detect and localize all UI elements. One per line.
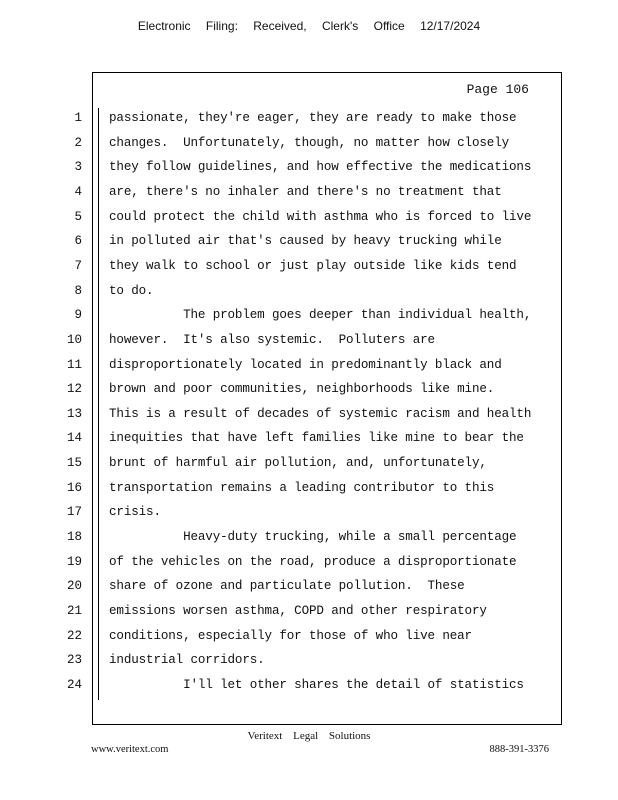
transcript-line: brown and poor communities, neighborhoods like mine.	[109, 382, 495, 397]
transcript-line: industrial corridors.	[109, 653, 265, 668]
header-received: Received,	[253, 19, 307, 33]
transcript-line: I'll let other shares the detail of statistics	[109, 677, 524, 692]
line-number: 10	[66, 332, 82, 347]
transcript-line: however. It's also systemic. Polluters are	[109, 332, 435, 347]
transcript-line: crisis.	[109, 505, 161, 520]
header-clerks: Clerk's	[321, 19, 359, 33]
line-number-rule	[98, 108, 99, 700]
footer-phone: 888-391-3376	[489, 744, 549, 755]
transcript-line: could protect the child with asthma who is forced to live	[109, 209, 532, 224]
transcript-line: emissions worsen asthma, COPD and other respiratory	[109, 604, 487, 618]
line-number: 21	[66, 604, 82, 618]
transcript-line: Heavy-duty trucking, while a small percentage	[109, 530, 517, 545]
transcript-line: brunt of harmful air pollution, and, unfortunately,	[109, 456, 487, 471]
footer-veritext	[0, 730, 618, 742]
header-electronic: Electronic	[137, 19, 191, 33]
filing-stamp-header	[0, 19, 618, 33]
footer-solutions-word: Solutions	[328, 730, 371, 742]
line-number: 4	[74, 184, 82, 199]
transcript-line: share of ozone and particulate pollution. These	[109, 579, 465, 594]
line-number: 8	[74, 283, 82, 298]
line-number: 18	[66, 530, 82, 545]
transcript-line: inequities that have left families like mine to bear the	[109, 431, 524, 446]
line-number: 14	[66, 431, 82, 446]
line-number: 13	[66, 406, 82, 421]
transcript-line: they walk to school or just play outside like kids tend	[109, 258, 517, 273]
transcript-line: This is a result of decades of systemic racism and health	[109, 406, 532, 421]
line-number: 22	[66, 628, 82, 643]
transcript-line: disproportionately located in predominantly black and	[109, 357, 502, 372]
transcript-line: changes. Unfortunately, though, no matter how closely	[109, 135, 510, 150]
transcript-line: they follow guidelines, and how effective the medications	[109, 160, 532, 175]
transcript-line: The problem goes deeper than individual health,	[109, 308, 532, 323]
line-number: 19	[66, 554, 82, 569]
transcript-line: passionate, they're eager, they are ready to make those	[109, 111, 517, 125]
line-number: 1	[74, 111, 82, 125]
line-number: 9	[74, 308, 82, 323]
header-office: Office	[373, 19, 405, 33]
line-number: 3	[74, 160, 82, 175]
line-number: 23	[66, 653, 82, 668]
header-date: 12/17/2024	[420, 19, 481, 33]
transcript-line: transportation remains a leading contributor to this	[109, 480, 495, 495]
footer-veritext-word: Veritext	[247, 730, 283, 742]
page-number: Page 106	[466, 82, 529, 97]
transcript-line: of the vehicles on the road, produce a disproportionate	[109, 554, 517, 569]
line-number: 15	[66, 456, 82, 471]
line-number: 6	[74, 234, 82, 249]
line-number: 2	[74, 135, 82, 150]
line-number: 11	[66, 357, 82, 372]
line-number: 12	[66, 382, 82, 397]
line-number: 17	[66, 505, 82, 520]
transcript-line: are, there's no inhaler and there's no treatment that	[109, 184, 502, 199]
transcript-line: to do.	[109, 283, 154, 298]
transcript-line: conditions, especially for those of who live near	[109, 628, 472, 643]
footer-website: www.veritext.com	[91, 744, 169, 755]
line-number: 24	[66, 677, 82, 692]
header-filing: Filing:	[205, 19, 238, 33]
line-number: 16	[66, 480, 82, 495]
line-number: 20	[66, 579, 82, 594]
line-number: 7	[74, 258, 82, 273]
line-number: 5	[74, 209, 82, 224]
footer-legal-word: Legal	[293, 730, 319, 742]
transcript-line: in polluted air that's caused by heavy trucking while	[109, 234, 502, 249]
